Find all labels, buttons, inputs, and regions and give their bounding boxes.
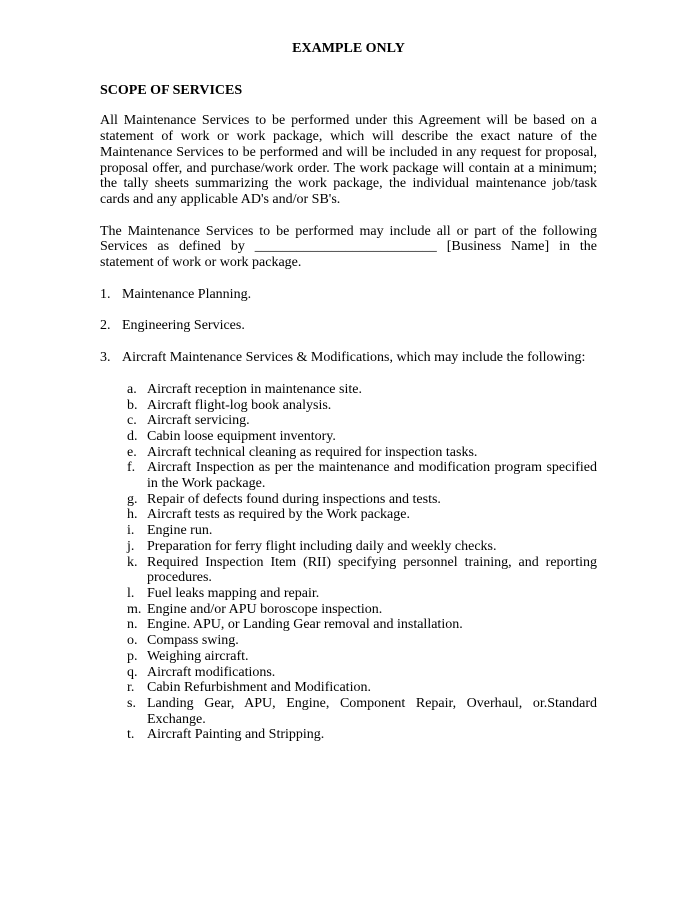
lettered-list-item-marker: m. [127, 601, 142, 617]
lettered-list-item-marker: e. [127, 444, 137, 460]
lettered-list-item-text: Fuel leaks mapping and repair. [147, 585, 320, 601]
numbered-item-2 [100, 318, 597, 334]
document-content [100, 41, 597, 743]
services-paragraph [100, 224, 597, 271]
services-paragraph-text-after: [Business Name] in the statement of work or work package. [100, 239, 597, 271]
lettered-list-item-text: Compass swing. [147, 633, 239, 649]
lettered-list-item [127, 617, 597, 633]
lettered-list-item-text: Cabin loose equipment inventory. [147, 428, 336, 444]
lettered-list-item-marker: k. [127, 554, 138, 570]
numbered-item-2-marker: 2. [100, 318, 111, 334]
lettered-list-item-text: Required Inspection Item (RII) specifying personnel training, and reporting procedures. [147, 554, 597, 586]
lettered-list-item-text: Engine. APU, or Landing Gear removal and installation. [147, 617, 463, 633]
lettered-list-item-text: Aircraft tests as required by the Work package. [147, 507, 410, 523]
lettered-list-item-marker: f. [127, 460, 136, 476]
lettered-list-item-marker: l. [127, 585, 135, 601]
lettered-list-item-text: Aircraft flight-log book analysis. [147, 397, 332, 413]
lettered-list-item [127, 665, 597, 681]
numbered-item-2-text: Engineering Services. [122, 318, 245, 334]
lettered-list-item-marker: j. [127, 538, 135, 554]
lettered-list-item [127, 586, 597, 602]
lettered-list-item [127, 460, 597, 491]
lettered-list-item [127, 602, 597, 618]
lettered-list-item-marker: p. [127, 648, 138, 664]
lettered-list-item-marker: d. [127, 428, 138, 444]
services-paragraph-text-before: The Maintenance Services to be performed may include all or part of the following Services as defined by [100, 223, 597, 255]
lettered-list-item-marker: b. [127, 397, 138, 413]
business-name-blank-line: __________________________ [254, 239, 437, 255]
lettered-list-item-marker: q. [127, 664, 138, 680]
lettered-list-item-text: Aircraft Inspection as per the maintenance and modification program specified in the Work package. [147, 460, 597, 492]
lettered-list-item-text: Weighing aircraft. [147, 648, 249, 664]
lettered-list-item-text: Engine and/or APU boroscope inspection. [147, 601, 383, 617]
lettered-list-item-text: Repair of defects found during inspections and tests. [147, 491, 441, 507]
lettered-list-item-text: Aircraft reception in maintenance site. [147, 381, 362, 397]
lettered-list-item [127, 649, 597, 665]
lettered-list-item-text: Aircraft servicing. [147, 413, 250, 429]
lettered-list-item-marker: g. [127, 491, 138, 507]
lettered-list-item-marker: r. [127, 680, 135, 696]
lettered-list-item [127, 523, 597, 539]
lettered-list-item-text: Aircraft modifications. [147, 664, 276, 680]
lettered-list-item [127, 445, 597, 461]
numbered-item-3-marker: 3. [100, 350, 111, 366]
lettered-list-item-marker: c. [127, 413, 137, 429]
lettered-list-item-text: Preparation for ferry flight including daily and weekly checks. [147, 538, 497, 554]
lettered-list-item-marker: s. [127, 695, 136, 711]
lettered-list-item-marker: h. [127, 507, 138, 523]
lettered-list-item [127, 429, 597, 445]
lettered-list-item-marker: n. [127, 617, 138, 633]
lettered-list-item-text: Aircraft Painting and Stripping. [147, 727, 325, 743]
lettered-list-item [127, 555, 597, 586]
lettered-list-item-text: Aircraft technical cleaning as required for inspection tasks. [147, 444, 478, 460]
lettered-list-item-marker: o. [127, 633, 138, 649]
intro-paragraph: All Maintenance Services to be performed under this Agreement will be based on a statement of work or work package, which will describe the exact nature of the Maintenance Services to be performed and will be included in any request for proposal, proposal offer, and purchase/work order. The work package will contain at a minimum; the tally sheets summarizing the work package, the individual maintenance job/task cards and any applicable AD's and/or SB's. [100, 113, 597, 207]
lettered-list-item [127, 633, 597, 649]
lettered-list-item [127, 727, 597, 743]
numbered-item-1-text: Maintenance Planning. [122, 286, 252, 302]
lettered-list-item [127, 413, 597, 429]
lettered-list-item-text: Landing Gear, APU, Engine, Component Repair, Overhaul, or.Standard Exchange. [147, 695, 597, 727]
document-title: EXAMPLE ONLY [292, 41, 405, 56]
numbered-item-3 [100, 350, 597, 366]
lettered-list-item-marker: i. [127, 523, 135, 539]
lettered-list [127, 382, 597, 743]
lettered-list-item-marker: t. [127, 727, 135, 743]
lettered-list-item [127, 398, 597, 414]
numbered-item-3-text: Aircraft Maintenance Services & Modifications, which may include the following: [122, 350, 586, 366]
lettered-list-item [127, 382, 597, 398]
numbered-item-1 [100, 287, 597, 303]
lettered-list-item-text: Engine run. [147, 523, 213, 539]
lettered-list-item [127, 696, 597, 727]
lettered-list-item [127, 539, 597, 555]
section-heading: SCOPE OF SERVICES [100, 82, 243, 98]
lettered-list-item-text: Cabin Refurbishment and Modification. [147, 680, 371, 696]
lettered-list-item [127, 507, 597, 523]
lettered-list-item [127, 492, 597, 508]
numbered-item-1-marker: 1. [100, 286, 111, 302]
lettered-list-item [127, 680, 597, 696]
lettered-list-item-marker: a. [127, 381, 137, 397]
